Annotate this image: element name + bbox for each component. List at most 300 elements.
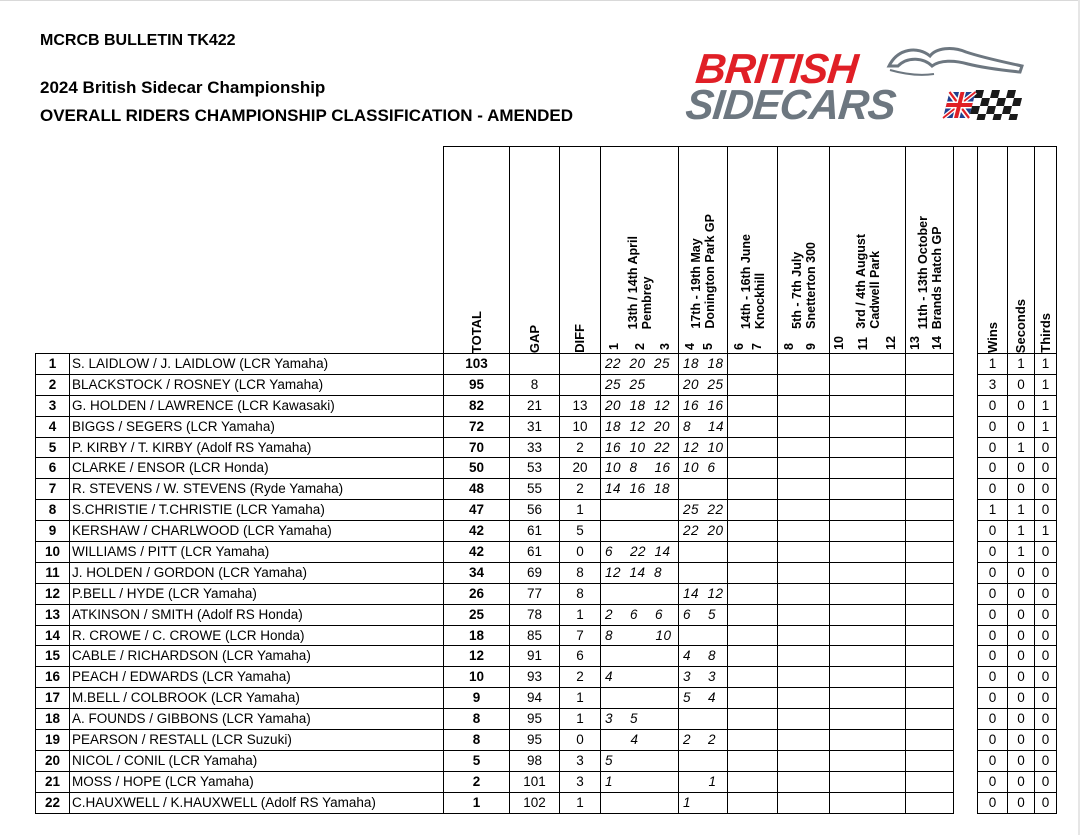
gap-cell: 95 bbox=[510, 709, 560, 730]
diff-cell: 1 bbox=[560, 604, 601, 625]
brands-hatch-results-cell bbox=[906, 395, 954, 416]
event-4-title: 5th - 7th July Snetterton 300 bbox=[789, 242, 818, 329]
seconds-cell: 1 bbox=[1008, 521, 1035, 542]
diff-cell: 8 bbox=[560, 583, 601, 604]
snetterton-results-cell bbox=[778, 458, 830, 479]
position-cell: 10 bbox=[36, 542, 70, 563]
total-cell: 18 bbox=[444, 625, 510, 646]
pembrey-results-cell bbox=[601, 792, 679, 813]
pembrey-results-cell bbox=[601, 521, 679, 542]
seconds-cell: 0 bbox=[1008, 604, 1035, 625]
pembrey-results-cell bbox=[601, 646, 679, 667]
snetterton-results-cell bbox=[778, 604, 830, 625]
race-number: 7 bbox=[750, 343, 764, 350]
pembrey-results-cell: 8 10 bbox=[601, 625, 679, 646]
knockhill-results-cell bbox=[728, 646, 778, 667]
position-cell: 2 bbox=[36, 374, 70, 395]
wins-cell: 0 bbox=[978, 750, 1008, 771]
thirds-cell: 0 bbox=[1035, 458, 1057, 479]
rider-cell: P. KIRBY / T. KIRBY (Adolf RS Yamaha) bbox=[70, 437, 444, 458]
wins-cell: 0 bbox=[978, 562, 1008, 583]
event-header-5 bbox=[830, 147, 906, 354]
spacer-cell bbox=[954, 458, 978, 479]
thirds-cell: 0 bbox=[1035, 562, 1057, 583]
wins-cell: 0 bbox=[978, 709, 1008, 730]
table-row bbox=[36, 354, 1057, 375]
pembrey-results-cell: 3 5 bbox=[601, 709, 679, 730]
spacer-cell bbox=[954, 771, 978, 792]
position-cell: 5 bbox=[36, 437, 70, 458]
donington-results-cell bbox=[679, 542, 728, 563]
position-cell: 13 bbox=[36, 604, 70, 625]
seconds-cell: 1 bbox=[1008, 354, 1035, 375]
donington-results-cell: 18 18 bbox=[679, 354, 728, 375]
gap-cell: 31 bbox=[510, 416, 560, 437]
race-number: 1 bbox=[607, 343, 621, 350]
total-header-label: TOTAL bbox=[468, 310, 484, 353]
diff-cell: 6 bbox=[560, 646, 601, 667]
seconds-cell: 1 bbox=[1008, 542, 1035, 563]
cadwell-results-cell bbox=[830, 583, 906, 604]
seconds-cell: 1 bbox=[1008, 500, 1035, 521]
pembrey-results-cell bbox=[601, 583, 679, 604]
thirds-cell: 0 bbox=[1035, 646, 1057, 667]
seconds-cell: 0 bbox=[1008, 416, 1035, 437]
table-row bbox=[36, 521, 1057, 542]
spacer-cell bbox=[954, 479, 978, 500]
diff-header-label: DIFF bbox=[572, 324, 587, 353]
wins-cell: 0 bbox=[978, 625, 1008, 646]
cadwell-results-cell bbox=[830, 625, 906, 646]
cadwell-results-cell bbox=[830, 730, 906, 751]
donington-results-cell: 14 12 bbox=[679, 583, 728, 604]
thirds-cell: 0 bbox=[1035, 771, 1057, 792]
knockhill-results-cell bbox=[728, 771, 778, 792]
seconds-cell: 0 bbox=[1008, 709, 1035, 730]
donington-results-cell: 1 bbox=[679, 792, 728, 813]
total-cell: 42 bbox=[444, 521, 510, 542]
brands-hatch-results-cell bbox=[906, 437, 954, 458]
wins-cell: 0 bbox=[978, 583, 1008, 604]
cadwell-results-cell bbox=[830, 416, 906, 437]
total-cell: 42 bbox=[444, 542, 510, 563]
total-cell: 48 bbox=[444, 479, 510, 500]
rider-cell: A. FOUNDS / GIBBONS (LCR Yamaha) bbox=[70, 709, 444, 730]
pembrey-results-cell: 12 14 8 bbox=[601, 562, 679, 583]
wins-cell: 1 bbox=[978, 354, 1008, 375]
position-cell: 6 bbox=[36, 458, 70, 479]
diff-cell: 3 bbox=[560, 771, 601, 792]
thirds-cell: 1 bbox=[1035, 354, 1057, 375]
knockhill-results-cell bbox=[728, 374, 778, 395]
wins-header bbox=[978, 147, 1008, 354]
thirds-cell: 0 bbox=[1035, 730, 1057, 751]
brands-hatch-results-cell bbox=[906, 771, 954, 792]
snetterton-results-cell bbox=[778, 542, 830, 563]
position-cell: 1 bbox=[36, 354, 70, 375]
seconds-cell: 0 bbox=[1008, 667, 1035, 688]
seconds-cell: 0 bbox=[1008, 625, 1035, 646]
brands-hatch-results-cell bbox=[906, 625, 954, 646]
total-cell: 12 bbox=[444, 646, 510, 667]
thirds-cell: 1 bbox=[1035, 374, 1057, 395]
total-cell: 72 bbox=[444, 416, 510, 437]
race-number: 11 bbox=[856, 336, 870, 350]
seconds-cell: 0 bbox=[1008, 395, 1035, 416]
classification-title: OVERALL RIDERS CHAMPIONSHIP CLASSIFICATION - AMENDED bbox=[40, 106, 574, 125]
donington-results-cell: 8 14 bbox=[679, 416, 728, 437]
race-number: 9 bbox=[804, 343, 818, 350]
spacer-cell bbox=[954, 395, 978, 416]
race-number: 5 bbox=[701, 343, 715, 350]
spacer-cell bbox=[954, 667, 978, 688]
diff-cell: 1 bbox=[560, 792, 601, 813]
pembrey-results-cell: 1 bbox=[601, 771, 679, 792]
donington-results-cell: 12 10 bbox=[679, 437, 728, 458]
donington-results-cell bbox=[679, 750, 728, 771]
header-row bbox=[36, 147, 1057, 354]
donington-results-cell: 22 20 bbox=[679, 521, 728, 542]
wins-cell: 0 bbox=[978, 730, 1008, 751]
rider-cell: PEARSON / RESTALL (LCR Suzuki) bbox=[70, 730, 444, 751]
wins-cell: 0 bbox=[978, 771, 1008, 792]
total-cell: 47 bbox=[444, 500, 510, 521]
wins-cell: 0 bbox=[978, 437, 1008, 458]
thirds-cell: 0 bbox=[1035, 479, 1057, 500]
cadwell-results-cell bbox=[830, 374, 906, 395]
brands-hatch-results-cell bbox=[906, 521, 954, 542]
diff-cell: 2 bbox=[560, 437, 601, 458]
race-number: 14 bbox=[930, 336, 944, 350]
wins-cell: 0 bbox=[978, 646, 1008, 667]
knockhill-results-cell bbox=[728, 479, 778, 500]
total-cell: 103 bbox=[444, 354, 510, 375]
thirds-header-label: Thirds bbox=[1037, 313, 1053, 353]
donington-results-cell bbox=[679, 479, 728, 500]
knockhill-results-cell bbox=[728, 730, 778, 751]
spacer-cell bbox=[954, 750, 978, 771]
snetterton-results-cell bbox=[778, 771, 830, 792]
page-top-border bbox=[0, 0, 1080, 1]
race-number: 13 bbox=[908, 336, 922, 350]
snetterton-results-cell bbox=[778, 500, 830, 521]
race-number: 10 bbox=[832, 336, 846, 350]
snetterton-results-cell bbox=[778, 521, 830, 542]
spacer-cell bbox=[954, 625, 978, 646]
gap-cell: 61 bbox=[510, 521, 560, 542]
donington-results-cell bbox=[679, 709, 728, 730]
cadwell-results-cell bbox=[830, 709, 906, 730]
brands-hatch-results-cell bbox=[906, 646, 954, 667]
table-row bbox=[36, 730, 1057, 751]
diff-cell: 20 bbox=[560, 458, 601, 479]
wins-cell: 0 bbox=[978, 521, 1008, 542]
brands-hatch-results-cell bbox=[906, 479, 954, 500]
donington-results-cell: 10 6 bbox=[679, 458, 728, 479]
position-cell: 16 bbox=[36, 667, 70, 688]
total-cell: 8 bbox=[444, 709, 510, 730]
spacer-cell bbox=[954, 542, 978, 563]
table-row bbox=[36, 583, 1057, 604]
rider-cell: BLACKSTOCK / ROSNEY (LCR Yamaha) bbox=[70, 374, 444, 395]
event-header-6 bbox=[906, 147, 954, 354]
position-cell: 20 bbox=[36, 750, 70, 771]
pembrey-results-cell: 5 bbox=[601, 750, 679, 771]
gap-header bbox=[510, 147, 560, 354]
diff-cell: 7 bbox=[560, 625, 601, 646]
spacer-cell bbox=[954, 374, 978, 395]
event-6-title: 11th - 13th October Brands Hatch GP bbox=[915, 215, 944, 329]
position-cell: 18 bbox=[36, 709, 70, 730]
position-cell: 7 bbox=[36, 479, 70, 500]
gap-cell bbox=[510, 354, 560, 375]
table-row bbox=[36, 688, 1057, 709]
gap-cell: 21 bbox=[510, 395, 560, 416]
gap-cell: 94 bbox=[510, 688, 560, 709]
total-cell: 25 bbox=[444, 604, 510, 625]
seconds-cell: 0 bbox=[1008, 646, 1035, 667]
rider-cell: S. LAIDLOW / J. LAIDLOW (LCR Yamaha) bbox=[70, 354, 444, 375]
donington-results-cell: 2 2 bbox=[679, 730, 728, 751]
cadwell-results-cell bbox=[830, 562, 906, 583]
total-cell: 8 bbox=[444, 730, 510, 751]
donington-results-cell bbox=[679, 625, 728, 646]
brands-hatch-results-cell bbox=[906, 542, 954, 563]
event-1-title: 13th / 14th April Pembrey bbox=[625, 235, 654, 329]
pembrey-results-cell: 2 6 6 bbox=[601, 604, 679, 625]
position-cell: 15 bbox=[36, 646, 70, 667]
donington-results-cell: 6 5 bbox=[679, 604, 728, 625]
diff-cell bbox=[560, 354, 601, 375]
rider-cell: C.HAUXWELL / K.HAUXWELL (Adolf RS Yamaha) bbox=[70, 792, 444, 813]
seconds-cell: 0 bbox=[1008, 562, 1035, 583]
brands-hatch-results-cell bbox=[906, 688, 954, 709]
thirds-cell: 0 bbox=[1035, 625, 1057, 646]
total-cell: 2 bbox=[444, 771, 510, 792]
british-sidecars-logo bbox=[684, 44, 1030, 128]
rider-cell: P.BELL / HYDE (LCR Yamaha) bbox=[70, 583, 444, 604]
diff-cell: 10 bbox=[560, 416, 601, 437]
cadwell-results-cell bbox=[830, 458, 906, 479]
race-number: 8 bbox=[782, 343, 796, 350]
wins-cell: 0 bbox=[978, 792, 1008, 813]
thirds-header bbox=[1035, 147, 1057, 354]
logo-word-british: BRITISH bbox=[693, 45, 860, 92]
knockhill-results-cell bbox=[728, 354, 778, 375]
table-row bbox=[36, 709, 1057, 730]
diff-cell: 8 bbox=[560, 562, 601, 583]
gap-header-label: GAP bbox=[526, 324, 542, 353]
rider-cell: R. CROWE / C. CROWE (LCR Honda) bbox=[70, 625, 444, 646]
cadwell-results-cell bbox=[830, 500, 906, 521]
table-row bbox=[36, 792, 1057, 813]
rider-cell: S.CHRISTIE / T.CHRISTIE (LCR Yamaha) bbox=[70, 500, 444, 521]
position-cell: 11 bbox=[36, 562, 70, 583]
total-cell: 95 bbox=[444, 374, 510, 395]
donington-results-cell: 1 bbox=[679, 771, 728, 792]
spacer-cell bbox=[954, 730, 978, 751]
cadwell-results-cell bbox=[830, 771, 906, 792]
gap-cell: 55 bbox=[510, 479, 560, 500]
seconds-cell: 0 bbox=[1008, 771, 1035, 792]
wins-cell: 0 bbox=[978, 688, 1008, 709]
total-cell: 9 bbox=[444, 688, 510, 709]
spacer-cell bbox=[954, 562, 978, 583]
snetterton-results-cell bbox=[778, 479, 830, 500]
cadwell-results-cell bbox=[830, 521, 906, 542]
seconds-cell: 0 bbox=[1008, 479, 1035, 500]
thirds-cell: 1 bbox=[1035, 416, 1057, 437]
pembrey-results-cell: 10 8 16 bbox=[601, 458, 679, 479]
spacer-cell bbox=[954, 792, 978, 813]
spacer-cell bbox=[954, 646, 978, 667]
total-cell: 50 bbox=[444, 458, 510, 479]
wins-cell: 0 bbox=[978, 458, 1008, 479]
race-number: 6 bbox=[732, 343, 746, 350]
knockhill-results-cell bbox=[728, 437, 778, 458]
table-row bbox=[36, 395, 1057, 416]
diff-cell: 2 bbox=[560, 667, 601, 688]
position-cell: 19 bbox=[36, 730, 70, 751]
spacer-cell bbox=[954, 688, 978, 709]
pembrey-results-cell bbox=[601, 688, 679, 709]
championship-title: 2024 British Sidecar Championship bbox=[40, 78, 326, 97]
total-cell: 82 bbox=[444, 395, 510, 416]
knockhill-results-cell bbox=[728, 583, 778, 604]
knockhill-results-cell bbox=[728, 542, 778, 563]
pembrey-results-cell: 18 12 20 bbox=[601, 416, 679, 437]
spacer-cell bbox=[954, 500, 978, 521]
spacer-cell bbox=[954, 521, 978, 542]
position-cell: 9 bbox=[36, 521, 70, 542]
pembrey-results-cell: 14 16 18 bbox=[601, 479, 679, 500]
cadwell-results-cell bbox=[830, 792, 906, 813]
race-number: 2 bbox=[633, 343, 647, 350]
seconds-cell: 0 bbox=[1008, 730, 1035, 751]
table-row bbox=[36, 604, 1057, 625]
rider-cell: CABLE / RICHARDSON (LCR Yamaha) bbox=[70, 646, 444, 667]
position-cell: 17 bbox=[36, 688, 70, 709]
pembrey-results-cell: 4 bbox=[601, 667, 679, 688]
cadwell-results-cell bbox=[830, 667, 906, 688]
thirds-cell: 0 bbox=[1035, 583, 1057, 604]
position-cell: 3 bbox=[36, 395, 70, 416]
knockhill-results-cell bbox=[728, 625, 778, 646]
table-row bbox=[36, 771, 1057, 792]
cadwell-results-cell bbox=[830, 542, 906, 563]
pembrey-results-cell: 16 10 22 bbox=[601, 437, 679, 458]
thirds-cell: 0 bbox=[1035, 667, 1057, 688]
position-cell: 12 bbox=[36, 583, 70, 604]
spacer-cell bbox=[954, 354, 978, 375]
table-row bbox=[36, 646, 1057, 667]
race-number: 4 bbox=[683, 343, 697, 350]
seconds-cell: 1 bbox=[1008, 437, 1035, 458]
spacer-cell bbox=[954, 437, 978, 458]
snetterton-results-cell bbox=[778, 562, 830, 583]
position-cell: 22 bbox=[36, 792, 70, 813]
donington-results-cell: 3 3 bbox=[679, 667, 728, 688]
knockhill-results-cell bbox=[728, 521, 778, 542]
wins-cell: 0 bbox=[978, 604, 1008, 625]
diff-cell: 0 bbox=[560, 542, 601, 563]
diff-cell: 0 bbox=[560, 730, 601, 751]
table-row bbox=[36, 625, 1057, 646]
event-header-3 bbox=[728, 147, 778, 354]
table-row bbox=[36, 542, 1057, 563]
brands-hatch-results-cell bbox=[906, 500, 954, 521]
wins-header-label: Wins bbox=[984, 322, 1000, 353]
race-number: 3 bbox=[658, 343, 672, 350]
diff-cell: 1 bbox=[560, 709, 601, 730]
logo-word-sidecars: SIDECARS bbox=[683, 81, 898, 128]
gap-cell: 61 bbox=[510, 542, 560, 563]
snetterton-results-cell bbox=[778, 354, 830, 375]
knockhill-results-cell bbox=[728, 416, 778, 437]
brands-hatch-results-cell bbox=[906, 374, 954, 395]
gap-cell: 102 bbox=[510, 792, 560, 813]
seconds-cell: 0 bbox=[1008, 458, 1035, 479]
pembrey-results-cell: 4 bbox=[601, 730, 679, 751]
knockhill-results-cell bbox=[728, 750, 778, 771]
wins-cell: 3 bbox=[978, 374, 1008, 395]
brands-hatch-results-cell bbox=[906, 458, 954, 479]
thirds-cell: 1 bbox=[1035, 521, 1057, 542]
spacer-cell bbox=[954, 416, 978, 437]
knockhill-results-cell bbox=[728, 667, 778, 688]
spacer-cell bbox=[954, 604, 978, 625]
gap-cell: 95 bbox=[510, 730, 560, 751]
snetterton-results-cell bbox=[778, 646, 830, 667]
thirds-cell: 0 bbox=[1035, 688, 1057, 709]
thirds-cell: 0 bbox=[1035, 750, 1057, 771]
brands-hatch-results-cell bbox=[906, 667, 954, 688]
cadwell-results-cell bbox=[830, 437, 906, 458]
knockhill-results-cell bbox=[728, 500, 778, 521]
table-row bbox=[36, 458, 1057, 479]
thirds-cell: 1 bbox=[1035, 395, 1057, 416]
total-cell: 26 bbox=[444, 583, 510, 604]
wins-cell: 0 bbox=[978, 479, 1008, 500]
snetterton-results-cell bbox=[778, 395, 830, 416]
seconds-cell: 0 bbox=[1008, 750, 1035, 771]
rider-cell: BIGGS / SEGERS (LCR Yamaha) bbox=[70, 416, 444, 437]
spacer-cell bbox=[954, 709, 978, 730]
total-header bbox=[444, 147, 510, 354]
donington-results-cell: 20 25 bbox=[679, 374, 728, 395]
brands-hatch-results-cell bbox=[906, 354, 954, 375]
thirds-cell: 0 bbox=[1035, 542, 1057, 563]
table-row bbox=[36, 374, 1057, 395]
position-cell: 14 bbox=[36, 625, 70, 646]
pembrey-results-cell: 22 20 25 bbox=[601, 354, 679, 375]
seconds-header-label: Seconds bbox=[1013, 298, 1028, 353]
thirds-cell: 0 bbox=[1035, 792, 1057, 813]
gap-cell: 98 bbox=[510, 750, 560, 771]
knockhill-results-cell bbox=[728, 792, 778, 813]
diff-cell: 1 bbox=[560, 688, 601, 709]
cadwell-results-cell bbox=[830, 688, 906, 709]
rider-cell: KERSHAW / CHARLWOOD (LCR Yamaha) bbox=[70, 521, 444, 542]
wins-cell: 0 bbox=[978, 542, 1008, 563]
seconds-header bbox=[1008, 147, 1035, 354]
position-cell: 8 bbox=[36, 500, 70, 521]
table-row bbox=[36, 500, 1057, 521]
pembrey-results-cell: 20 18 12 bbox=[601, 395, 679, 416]
wins-cell: 0 bbox=[978, 395, 1008, 416]
snetterton-results-cell bbox=[778, 688, 830, 709]
snetterton-results-cell bbox=[778, 625, 830, 646]
